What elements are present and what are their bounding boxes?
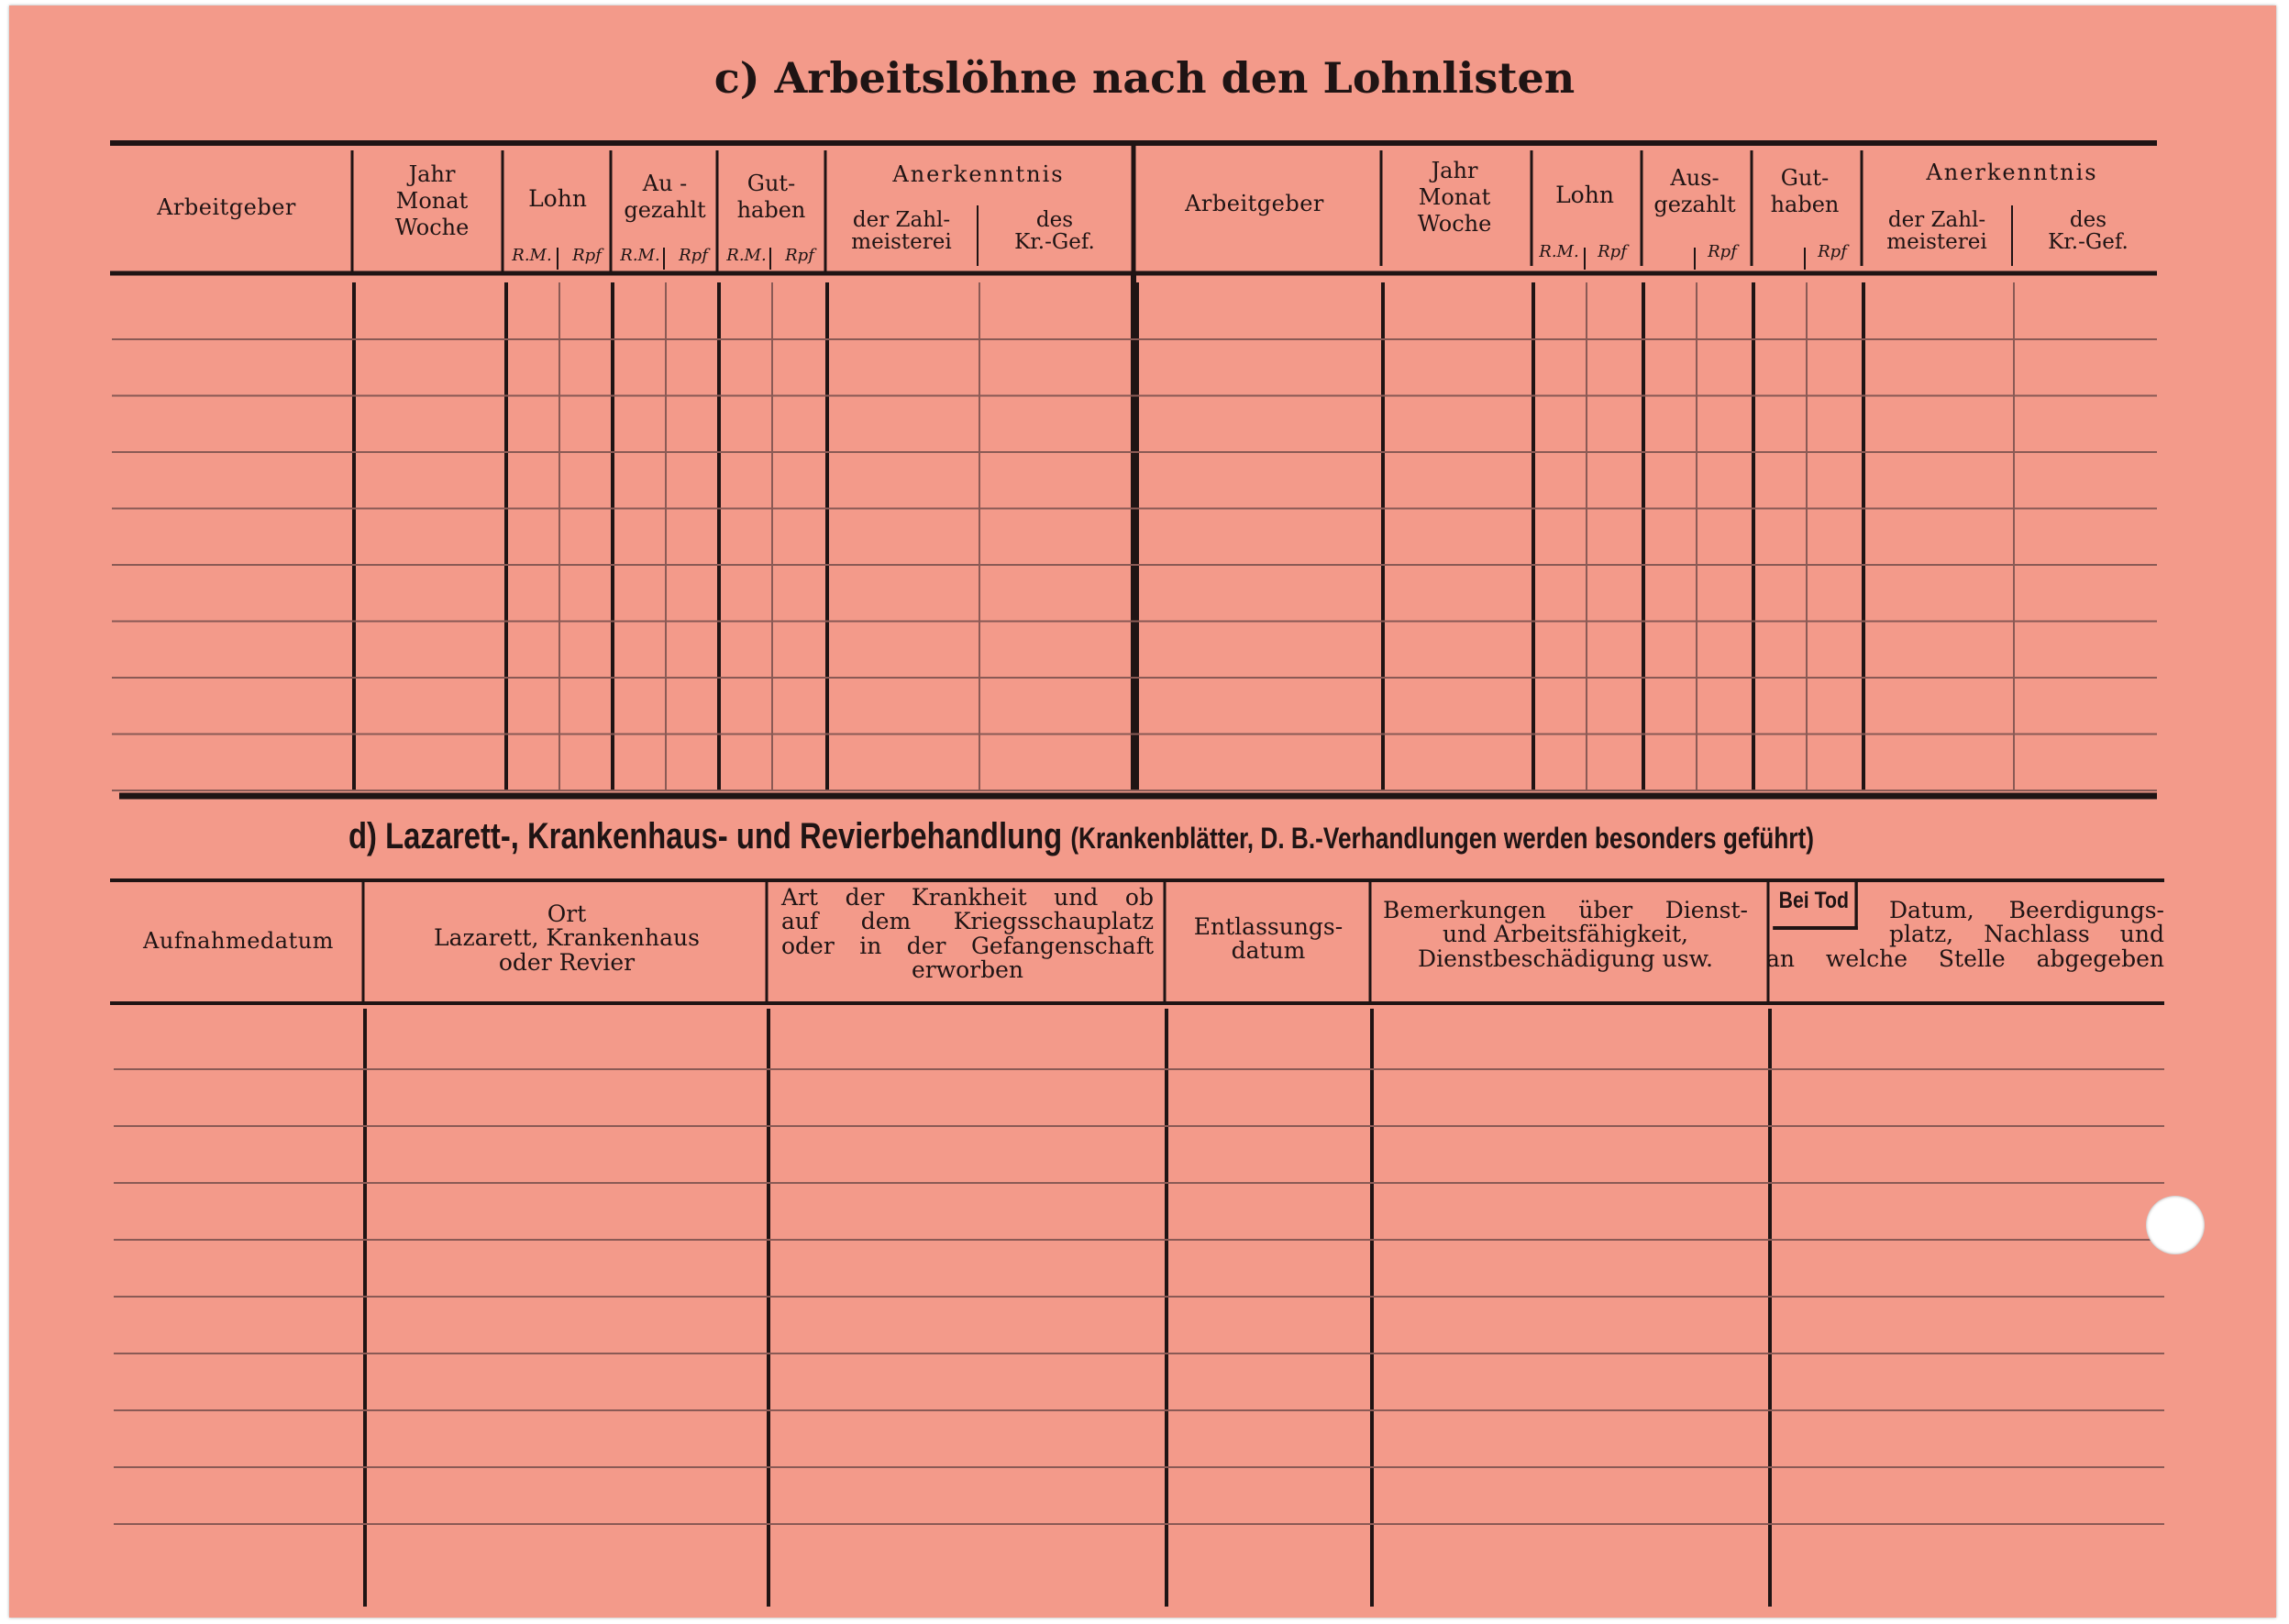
- header-art-der-krankheit: Art der Krankheit und ob auf dem Kriegsschauplatz oder in der Gefangenschaft erworben: [781, 884, 1154, 983]
- header-lohn-right: Lohn: [1555, 182, 1614, 208]
- header-ausgezahlt-left: Au - gezahlt: [624, 171, 706, 223]
- header-datum-beerdigung: Datum, Beerdigungs- platz, Nachlass und an welche Stelle abgegeben: [1766, 897, 2164, 972]
- header-jahr-right: Jahr Monat Woche: [1417, 158, 1492, 237]
- unit-rpf: Rpf: [785, 246, 814, 265]
- section-d-title-note: (Krankenblätter, D. B.-Verhandlungen werden besonders geführt): [1070, 822, 1814, 855]
- header-anerkenntnis-right: Anerkenntnis: [1926, 160, 2098, 185]
- header-krgef-left: des Kr.-Gef.: [1014, 208, 1095, 255]
- header-anerkenntnis-left: Anerkenntnis: [892, 161, 1065, 187]
- unit-rpf: Rpf: [1708, 242, 1737, 261]
- unit-rm: R.M.: [620, 246, 660, 265]
- header-aufnahmedatum: Aufnahmedatum: [143, 928, 334, 954]
- header-zahlmeisterei-right: der Zahl- meisterei: [1886, 208, 1987, 255]
- header-krgef-right: des Kr.-Gef.: [2048, 208, 2129, 255]
- unit-rpf: Rpf: [572, 246, 602, 265]
- header-ort: Ort Lazarett, Krankenhaus oder Revier: [434, 900, 700, 976]
- section-c-title: c) Arbeitslöhne nach den Lohnlisten: [713, 53, 1576, 103]
- unit-rpf: Rpf: [1818, 242, 1847, 261]
- unit-rpf: Rpf: [679, 246, 708, 265]
- unit-rm: R.M.: [726, 246, 767, 265]
- header-entlassungsdatum: Entlassungs- datum: [1193, 913, 1344, 965]
- header-arbeitgeber-left: Arbeitgeber: [157, 194, 296, 220]
- unit-rpf: Rpf: [1598, 242, 1627, 261]
- unit-rm: R.M.: [1539, 242, 1579, 261]
- header-lohn-left: Lohn: [528, 185, 587, 212]
- header-zahlmeisterei-left: der Zahl- meisterei: [851, 208, 952, 255]
- section-d-title: d) Lazarett-, Krankenhaus- und Revierbehandlung (Krankenblätter, D. B.-Verhandlungen werden besonders geführt): [348, 816, 1814, 856]
- header-ausgezahlt-right: Aus- gezahlt: [1653, 165, 1736, 217]
- header-guthaben-right: Gut- haben: [1770, 165, 1840, 217]
- header-jahr-left: Jahr Monat Woche: [394, 161, 470, 240]
- unit-rm: R.M.: [512, 246, 552, 265]
- header-arbeitgeber-right: Arbeitgeber: [1185, 191, 1324, 216]
- header-guthaben-left: Gut- haben: [736, 171, 806, 223]
- header-bei-tod: Bei Tod: [1773, 878, 1858, 930]
- punch-hole: [2146, 1196, 2205, 1254]
- header-bemerkungen: Bemerkungen über Dienst- und Arbeitsfähigkeit, Dienstbeschädigung usw.: [1383, 897, 1748, 972]
